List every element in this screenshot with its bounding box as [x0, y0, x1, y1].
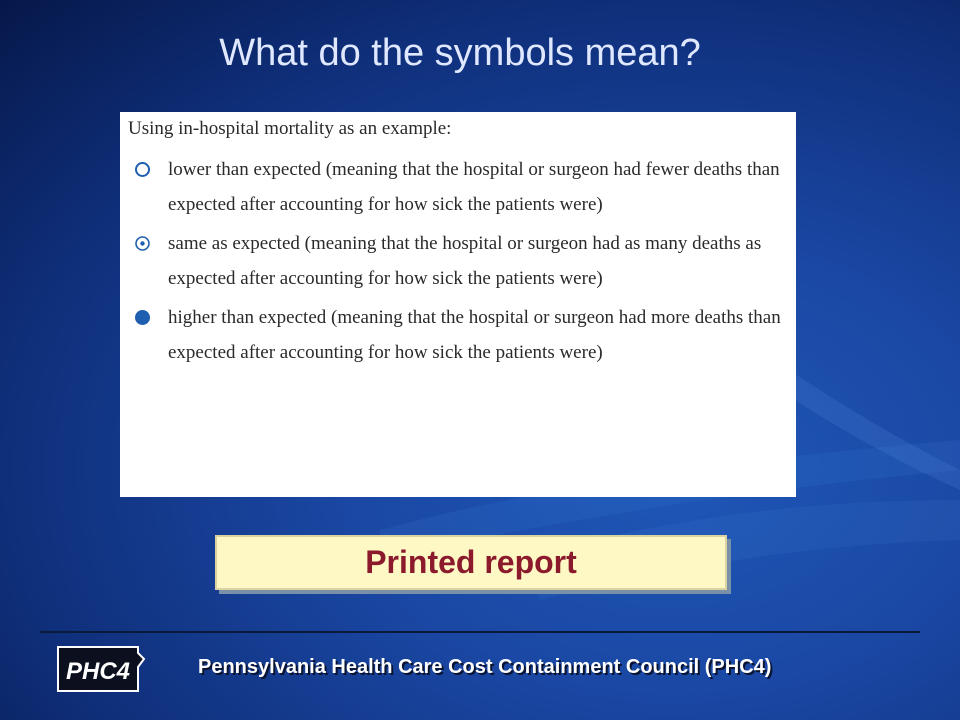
legend-intro: Using in-hospital mortality as an example: [128, 118, 452, 139]
banner-label: Printed report [365, 544, 577, 580]
symbol-legend-panel [120, 112, 796, 497]
legend-item-same-text: same as expected (meaning that the hospital or surgeon had as many deaths as expected after accounting for how sick the patients were) [168, 233, 762, 289]
dotted-circle-icon [134, 235, 151, 252]
legend-item-higher-text: higher than expected (meaning that the hospital or surgeon had more deaths than expected after accounting for how sick the patients were) [168, 307, 781, 363]
legend-item-higher [128, 300, 782, 370]
legend-item-lower [128, 152, 782, 222]
open-circle-icon [134, 161, 151, 178]
printed-report-banner [215, 535, 727, 590]
legend-item-lower-text: lower than expected (meaning that the hospital or surgeon had fewer deaths than expected after accounting for how sick the patients were) [168, 159, 780, 215]
footer-organization: Pennsylvania Health Care Cost Containment Council (PHC4) [198, 656, 772, 678]
slide-title: What do the symbols mean? [219, 32, 701, 74]
filled-circle-icon [134, 309, 151, 326]
footer-divider [40, 631, 920, 633]
svg-text:PHC4: PHC4 [65, 658, 131, 685]
phc4-logo [52, 643, 146, 695]
legend-item-same [128, 226, 782, 296]
